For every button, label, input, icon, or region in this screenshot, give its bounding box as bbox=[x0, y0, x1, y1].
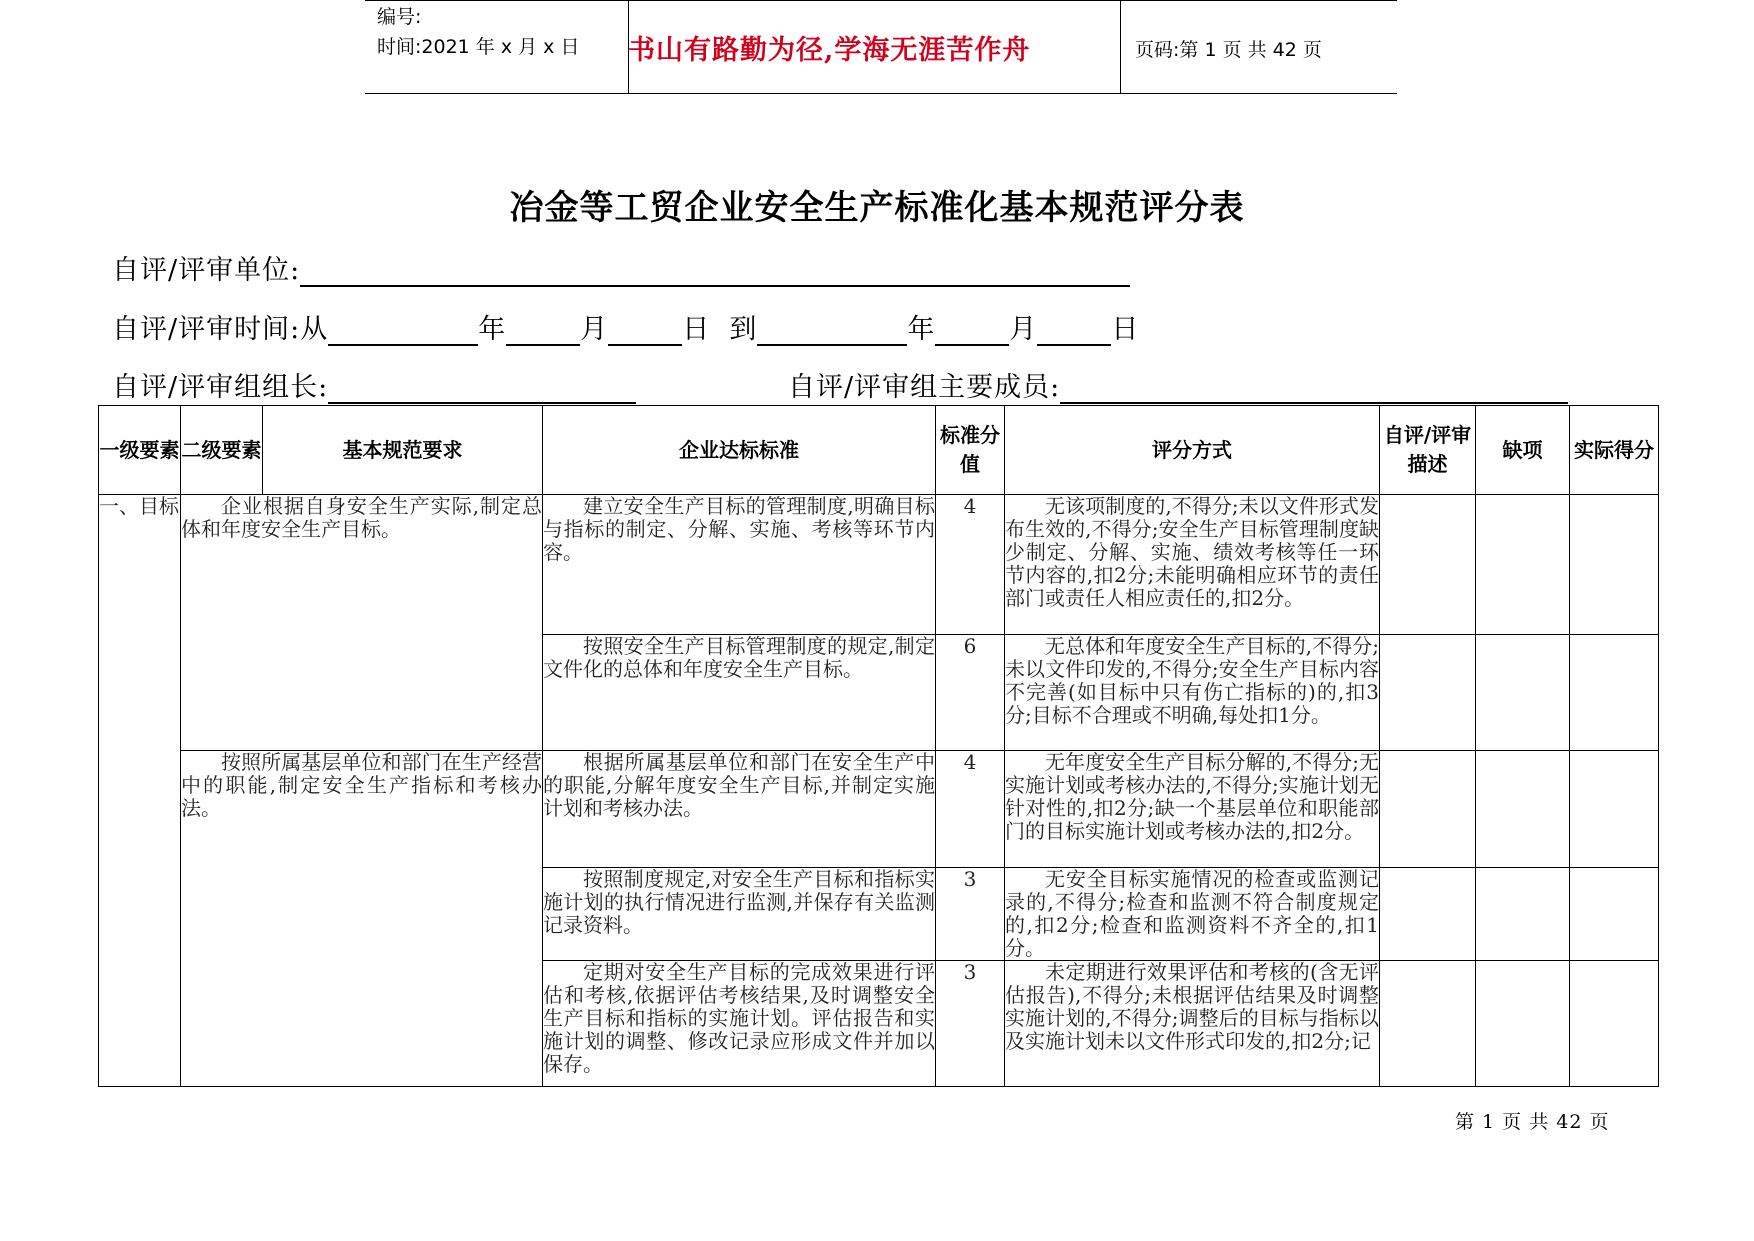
serial-label: 编号: bbox=[377, 6, 422, 28]
score-cell: 4 bbox=[936, 495, 1005, 635]
year-unit: 年 bbox=[907, 314, 936, 345]
date-label: 时间:2021 年 x 月 x 日 bbox=[377, 36, 580, 58]
leader-blank[interactable] bbox=[328, 374, 636, 404]
header-bottom-rule bbox=[365, 93, 1397, 94]
table-header-row bbox=[99, 406, 1659, 495]
actual-score-cell[interactable] bbox=[1570, 868, 1659, 961]
members-label: 自评/评审组主要成员: bbox=[788, 372, 1061, 403]
col-header-description: 自评/评审描述 bbox=[1380, 406, 1476, 495]
description-cell[interactable] bbox=[1380, 751, 1476, 868]
actual-score-cell[interactable] bbox=[1570, 751, 1659, 868]
missing-cell[interactable] bbox=[1476, 751, 1570, 868]
description-cell[interactable] bbox=[1380, 868, 1476, 961]
day-unit: 日 bbox=[682, 314, 711, 345]
method-cell: 无总体和年度安全生产目标的,不得分;未以文件印发的,不得分;安全生产目标内容不完善(如目标中只有伤亡指标的)的,扣3分;目标不合理或不明确,每处扣1分。 bbox=[1005, 635, 1380, 751]
members-line bbox=[788, 365, 1568, 404]
method-cell: 无该项制度的,不得分;未以文件形式发布生效的,不得分;安全生产目标管理制度缺少制定、分解、实施、绩效考核等任一环节内容的,扣2分;未能明确相应环节的责任部门或责任人相应责任的,扣2分。 bbox=[1005, 495, 1380, 635]
standard-cell: 建立安全生产目标的管理制度,明确目标与指标的制定、分解、实施、考核等环节内容。 bbox=[543, 495, 936, 635]
score-cell: 3 bbox=[936, 868, 1005, 961]
from-year-blank[interactable] bbox=[328, 316, 478, 346]
col-header-standard: 企业达标标准 bbox=[543, 406, 936, 495]
col-header-method: 评分方式 bbox=[1005, 406, 1380, 495]
header-page-number: 页码:第 1 页 共 42 页 bbox=[1135, 39, 1322, 61]
requirement-cell: 企业根据自身安全生产实际,制定总体和年度安全生产目标。 bbox=[181, 495, 543, 751]
col-header-requirement: 基本规范要求 bbox=[263, 406, 543, 495]
year-unit: 年 bbox=[478, 314, 507, 345]
header-meta bbox=[377, 2, 579, 62]
level1-cell: 一、目标 bbox=[99, 495, 181, 1087]
time-line bbox=[112, 307, 1139, 346]
standard-cell: 根据所属基层单位和部门在安全生产中的职能,分解年度安全生产目标,并制定实施计划和考核办法。 bbox=[543, 751, 936, 868]
leader-label: 自评/评审组组长: bbox=[112, 372, 329, 403]
score-cell: 4 bbox=[936, 751, 1005, 868]
description-cell[interactable] bbox=[1380, 961, 1476, 1087]
col-header-level1: 一级要素 bbox=[99, 406, 181, 495]
document-title: 冶金等工贸企业安全生产标准化基本规范评分表 bbox=[509, 188, 1245, 228]
actual-score-cell[interactable] bbox=[1570, 635, 1659, 751]
table-row bbox=[99, 751, 1659, 868]
page-footer: 第 1 页 共 42 页 bbox=[1455, 1111, 1610, 1133]
month-unit: 月 bbox=[1009, 314, 1038, 345]
table-row bbox=[99, 495, 1659, 635]
col-header-score: 标准分值 bbox=[936, 406, 1005, 495]
actual-score-cell[interactable] bbox=[1570, 495, 1659, 635]
time-label: 自评/评审时间:从 bbox=[112, 314, 329, 345]
from-month-blank[interactable] bbox=[506, 316, 580, 346]
to-label: 到 bbox=[729, 314, 758, 345]
col-header-level2: 二级要素 bbox=[181, 406, 263, 495]
header-motto: 书山有路勤为径,学海无涯苦作舟 bbox=[628, 35, 1031, 66]
unit-blank[interactable] bbox=[300, 257, 1130, 287]
missing-cell[interactable] bbox=[1476, 495, 1570, 635]
description-cell[interactable] bbox=[1380, 495, 1476, 635]
missing-cell[interactable] bbox=[1476, 868, 1570, 961]
col-header-missing: 缺项 bbox=[1476, 406, 1570, 495]
day-unit: 日 bbox=[1111, 314, 1140, 345]
unit-label: 自评/评审单位: bbox=[112, 255, 301, 286]
month-unit: 月 bbox=[580, 314, 609, 345]
method-cell: 无年度安全生产目标分解的,不得分;无实施计划或考核办法的,不得分;实施计划无针对性的,扣2分;缺一个基层单位和职能部门的目标实施计划或考核办法的,扣2分。 bbox=[1005, 751, 1380, 868]
missing-cell[interactable] bbox=[1476, 635, 1570, 751]
standard-cell: 定期对安全生产目标的完成效果进行评估和考核,依据评估考核结果,及时调整安全生产目标和指标的实施计划。评估报告和实施计划的调整、修改记录应形成文件并加以保存。 bbox=[543, 961, 936, 1087]
page-header bbox=[365, 0, 1397, 94]
standard-cell: 按照制度规定,对安全生产目标和指标实施计划的执行情况进行监测,并保存有关监测记录资料。 bbox=[543, 868, 936, 961]
col-header-actual: 实际得分 bbox=[1570, 406, 1659, 495]
description-cell[interactable] bbox=[1380, 635, 1476, 751]
unit-line bbox=[112, 248, 1130, 287]
leader-line bbox=[112, 365, 636, 404]
score-cell: 3 bbox=[936, 961, 1005, 1087]
score-cell: 6 bbox=[936, 635, 1005, 751]
header-divider bbox=[1120, 0, 1121, 94]
from-day-blank[interactable] bbox=[608, 316, 682, 346]
to-year-blank[interactable] bbox=[757, 316, 907, 346]
method-cell: 未定期进行效果评估和考核的(含无评估报告),不得分;未根据评估结果及时调整实施计划的,不得分;调整后的目标与指标以及实施计划未以文件形式印发的,扣2分;记 bbox=[1005, 961, 1380, 1087]
actual-score-cell[interactable] bbox=[1570, 961, 1659, 1087]
members-blank[interactable] bbox=[1060, 374, 1568, 404]
header-top-rule bbox=[365, 0, 1397, 1]
requirement-cell: 按照所属基层单位和部门在生产经营中的职能,制定安全生产指标和考核办法。 bbox=[181, 751, 543, 1087]
standard-cell: 按照安全生产目标管理制度的规定,制定文件化的总体和年度安全生产目标。 bbox=[543, 635, 936, 751]
to-day-blank[interactable] bbox=[1037, 316, 1111, 346]
missing-cell[interactable] bbox=[1476, 961, 1570, 1087]
to-month-blank[interactable] bbox=[935, 316, 1009, 346]
method-cell: 无安全目标实施情况的检查或监测记录的,不得分;检查和监测不符合制度规定的,扣2分;检查和监测资料不齐全的,扣1分。 bbox=[1005, 867, 1379, 960]
score-table bbox=[98, 405, 1659, 1087]
